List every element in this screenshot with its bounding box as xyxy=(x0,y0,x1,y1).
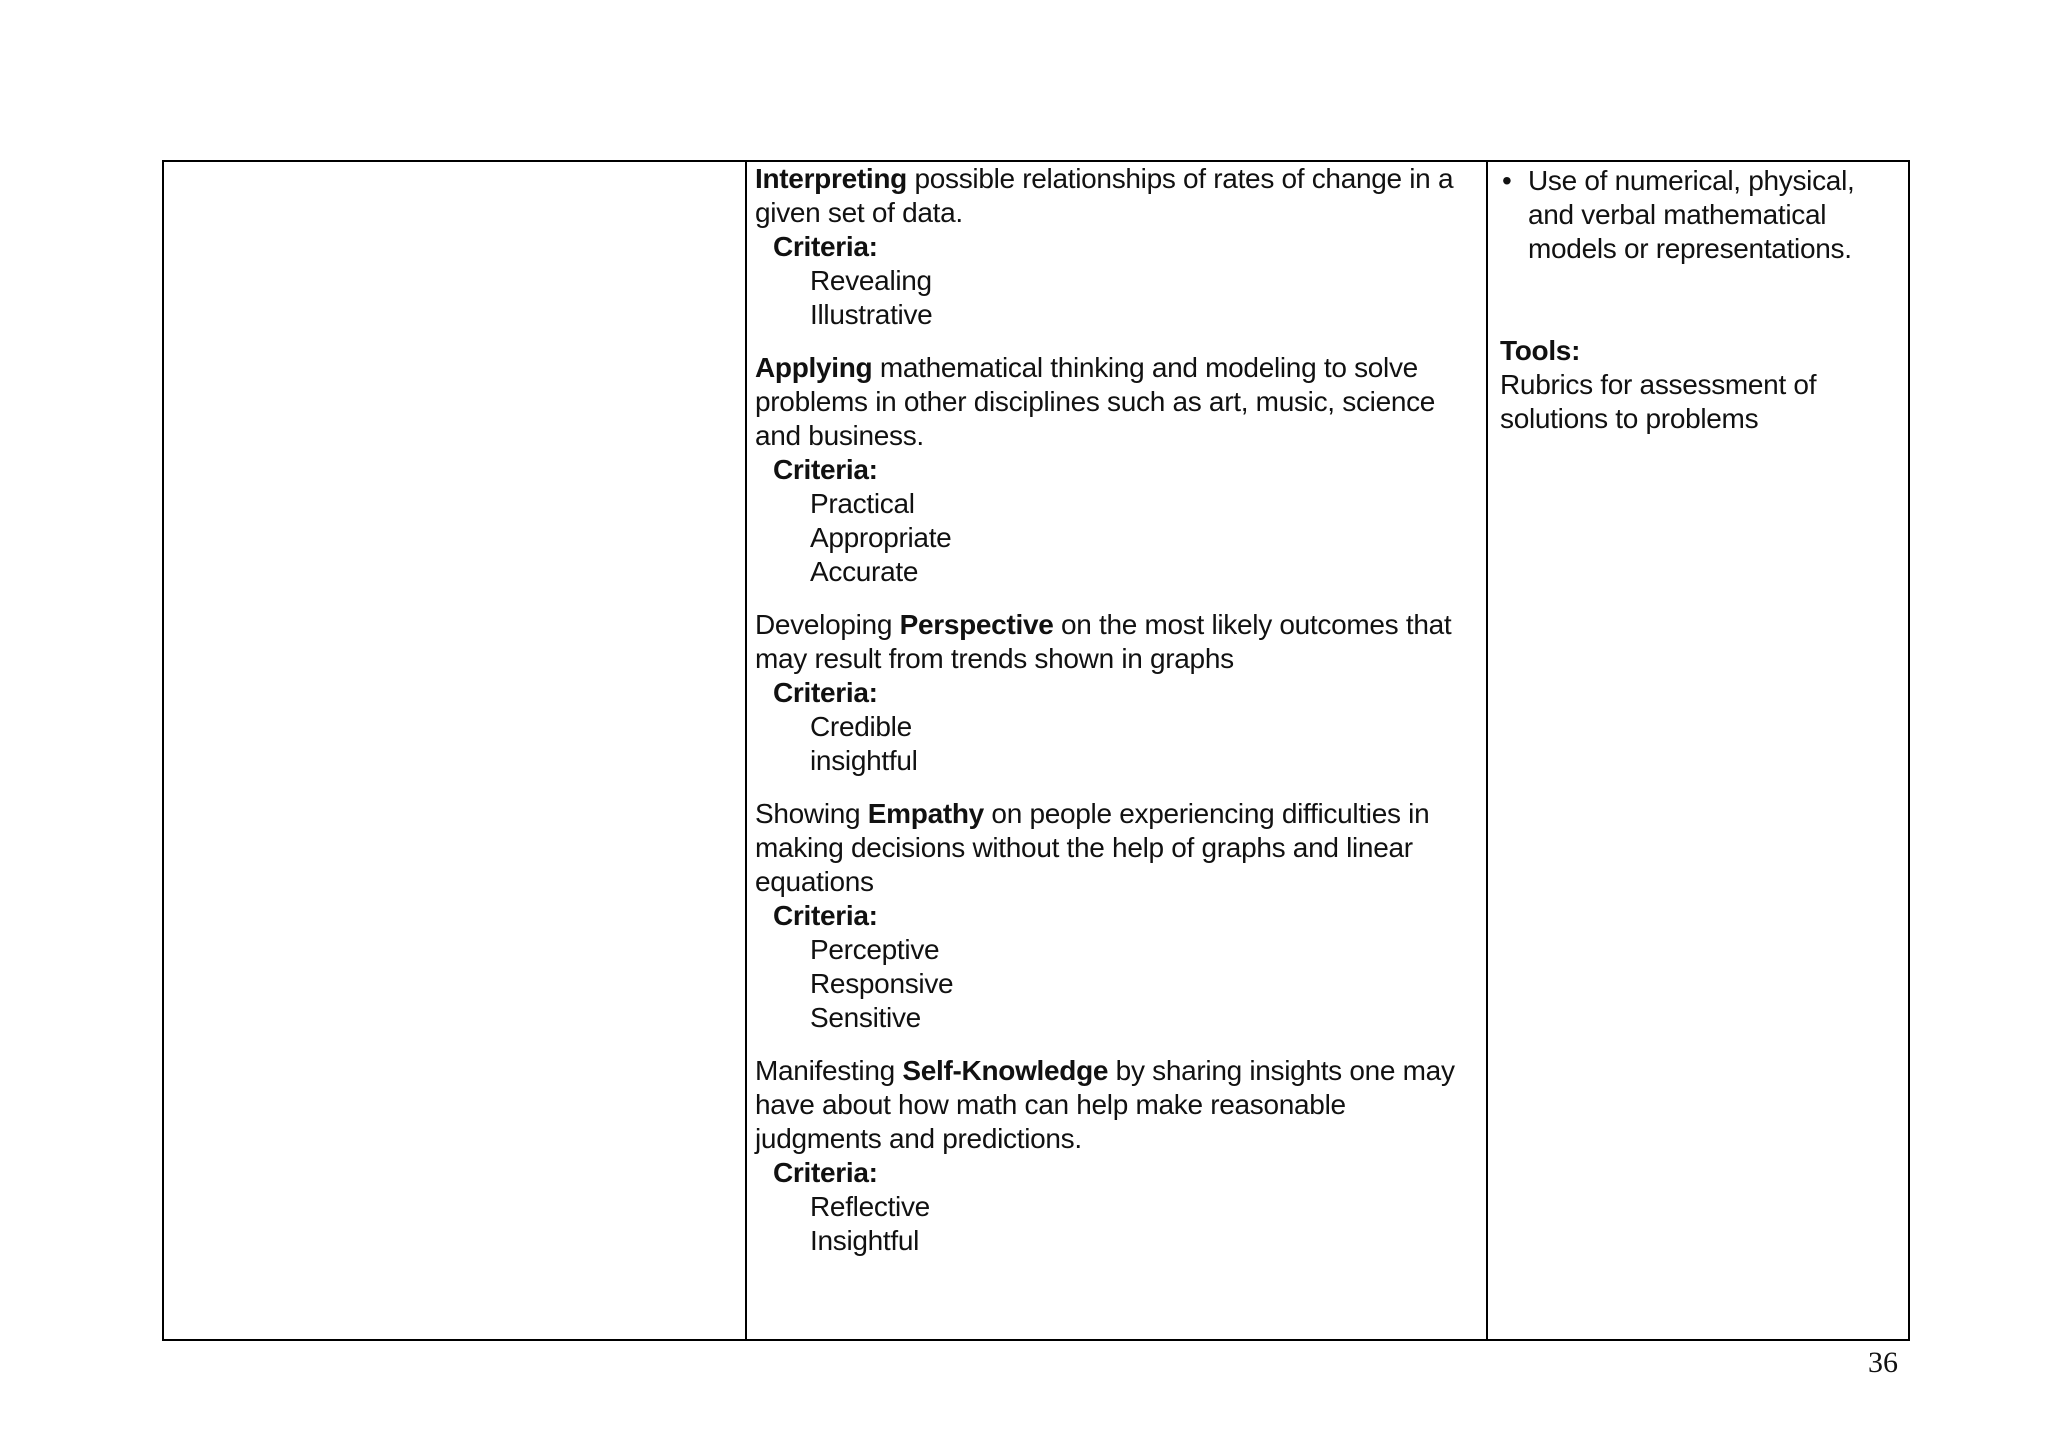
criteria-item: Illustrative xyxy=(810,299,933,330)
lead-after: on people experiencing difficulties in making decisions without the help of graphs and linear equations xyxy=(755,798,1430,897)
lead-keyword: Perspective xyxy=(899,609,1054,640)
lead-after: mathematical thinking and modeling to solve problems in other disciplines such as art, music, science and business. xyxy=(755,352,1436,451)
criteria-item: Practical xyxy=(810,488,915,519)
section-perspective xyxy=(755,608,1476,778)
criteria-label: Criteria: xyxy=(773,1157,878,1188)
section-lead xyxy=(755,162,1476,230)
criteria-item: Appropriate xyxy=(810,522,952,553)
lead-keyword: Self-Knowledge xyxy=(902,1055,1109,1086)
criteria-label: Criteria: xyxy=(773,677,878,708)
assessment-bullet-item xyxy=(1500,164,1896,266)
table-column-activities xyxy=(747,162,1488,1339)
lead-keyword: Empathy xyxy=(867,798,984,829)
lead-after: possible relationships of rates of change in a given set of data. xyxy=(755,163,1454,228)
criteria-item: Revealing xyxy=(810,265,932,296)
section-lead xyxy=(755,797,1476,899)
lead-keyword: Interpreting xyxy=(755,163,907,194)
criteria-label: Criteria: xyxy=(773,900,878,931)
section-interpreting xyxy=(755,162,1476,332)
section-lead xyxy=(755,608,1476,676)
criteria-item: Responsive xyxy=(810,968,954,999)
criteria-item: Credible xyxy=(810,711,912,742)
lead-keyword: Applying xyxy=(755,352,873,383)
lead-before: Showing xyxy=(755,798,868,829)
criteria-item: insightful xyxy=(810,745,918,776)
criteria-item: Sensitive xyxy=(810,1002,921,1033)
bullet-text: Use of numerical, physical, and verbal mathematical models or representations. xyxy=(1528,165,1855,264)
section-lead xyxy=(755,351,1476,453)
tools-text: Rubrics for assessment of solutions to problems xyxy=(1500,369,1817,434)
criteria-item: Insightful xyxy=(810,1225,920,1256)
table-column-assessment xyxy=(1488,162,1908,1339)
section-self-knowledge xyxy=(755,1054,1476,1258)
criteria-item: Reflective xyxy=(810,1191,930,1222)
bullet-icon: • xyxy=(1502,165,1512,196)
lead-after: by sharing insights one may have about how math can help make reasonable judgments and predictions. xyxy=(755,1055,1455,1154)
tools-label: Tools: xyxy=(1500,335,1581,366)
lead-after: on the most likely outcomes that may result from trends shown in graphs xyxy=(755,609,1452,674)
content-table xyxy=(162,160,1910,1341)
criteria-label: Criteria: xyxy=(773,231,878,262)
section-empathy xyxy=(755,797,1476,1035)
criteria-item: Accurate xyxy=(810,556,919,587)
page-number: 36 xyxy=(1868,1346,1898,1379)
tools-section xyxy=(1500,334,1896,436)
table-column-empty xyxy=(164,162,747,1339)
section-lead xyxy=(755,1054,1476,1156)
criteria-item: Perceptive xyxy=(810,934,940,965)
criteria-label: Criteria: xyxy=(773,454,878,485)
lead-before: Developing xyxy=(755,609,900,640)
lead-before: Manifesting xyxy=(755,1055,903,1086)
section-applying xyxy=(755,351,1476,589)
